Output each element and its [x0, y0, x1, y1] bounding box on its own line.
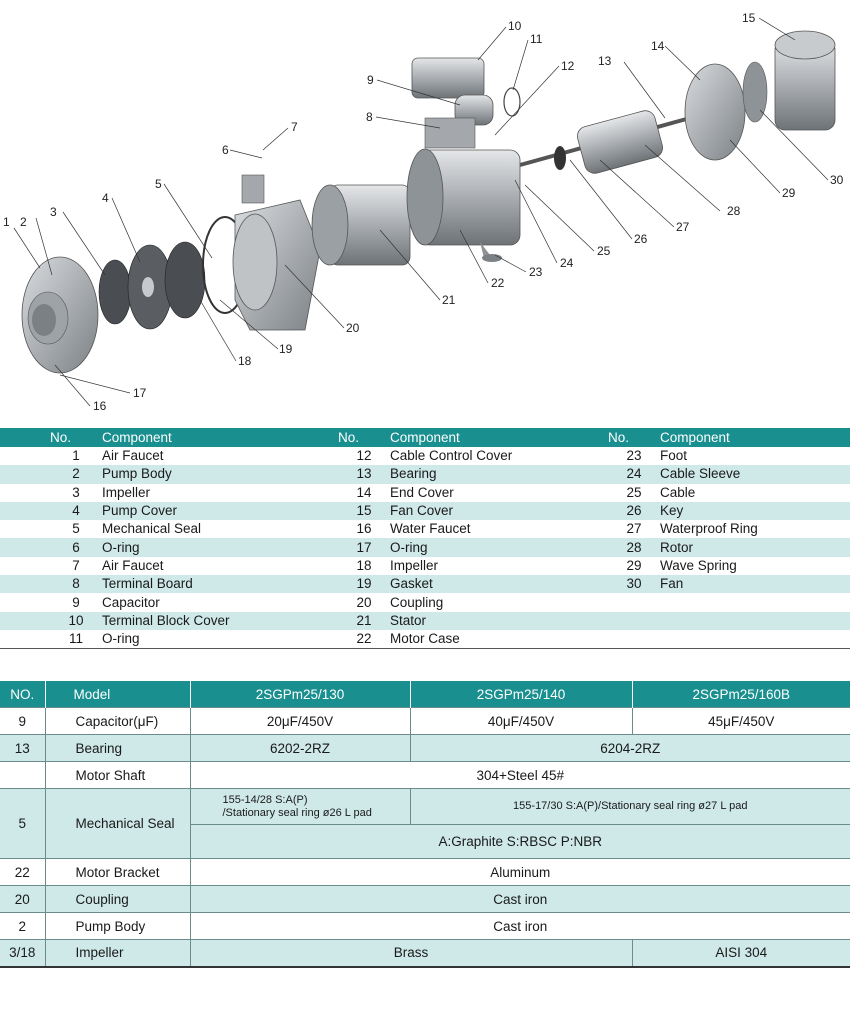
part-name: Impeller — [102, 484, 151, 500]
part-name: Pump Body — [102, 465, 338, 483]
part-number: 25 — [626, 484, 642, 500]
parts-row — [0, 465, 850, 483]
spec-no: 2 — [0, 913, 45, 940]
spec-no: 22 — [0, 859, 45, 886]
part-number: 18 — [356, 557, 372, 573]
callout-label: 24 — [560, 256, 574, 270]
spec-table — [0, 681, 850, 968]
callout-label: 29 — [782, 186, 796, 200]
part-number — [608, 630, 660, 649]
part-number: 8 — [50, 575, 102, 593]
parts-row — [0, 538, 850, 556]
spec-value: Cast iron — [190, 913, 850, 940]
column-header: 2SGPm25/160B — [632, 681, 850, 708]
callout-label: 22 — [491, 276, 505, 290]
part-name: Fan — [660, 575, 850, 593]
spec-value: 6204-2RZ — [410, 735, 850, 762]
callout-label: 5 — [155, 177, 162, 191]
part-name: Cable Control Cover — [390, 448, 513, 464]
callout-label: 10 — [508, 19, 522, 33]
part-number: 12 — [356, 448, 372, 464]
column-header: Component — [660, 428, 850, 447]
callout-label: 17 — [133, 386, 147, 400]
part-number — [608, 593, 660, 611]
part-number — [608, 612, 660, 630]
part-name: Gasket — [390, 575, 608, 593]
spec-row-pumpbody — [0, 913, 850, 940]
part-name: Pump Cover — [102, 502, 338, 520]
part-name: Capacitor — [102, 594, 160, 610]
callout-label: 19 — [279, 342, 293, 356]
parts-header-row — [0, 428, 850, 447]
part-name — [660, 612, 850, 630]
part-name: Air Faucet — [102, 448, 164, 464]
coupling-part — [233, 175, 320, 330]
parts-row — [0, 520, 850, 538]
part-name: Foot — [660, 448, 688, 464]
spec-value: AISI 304 — [632, 940, 850, 967]
part-number: 27 — [626, 521, 642, 537]
spec-item: Motor Shaft — [45, 762, 190, 789]
spec-value: 304+Steel 45# — [190, 762, 850, 789]
part-number: 17 — [338, 538, 390, 556]
spec-item: Impeller — [45, 940, 190, 967]
part-name: O-ring — [390, 538, 608, 556]
parts-row — [0, 502, 850, 520]
spec-row-seal — [0, 789, 850, 825]
part-name: Waterproof Ring — [660, 521, 758, 537]
part-number: 20 — [356, 594, 372, 610]
callout-label: 20 — [346, 321, 360, 335]
callout-label: 9 — [367, 73, 374, 87]
callout-label: 28 — [727, 204, 741, 218]
part-name: Air Faucet — [102, 557, 164, 573]
parts-list-table — [0, 428, 850, 649]
spec-row-bearing — [0, 735, 850, 762]
parts-row — [0, 612, 850, 630]
spec-no: 20 — [0, 886, 45, 913]
impeller-part — [99, 260, 131, 324]
part-number: 2 — [50, 465, 102, 483]
column-header: Component — [390, 428, 608, 447]
callout-label: 11 — [530, 32, 543, 46]
callout-label: 27 — [676, 220, 690, 234]
parts-row — [0, 593, 850, 611]
part-number: 28 — [608, 538, 660, 556]
part-number: 14 — [356, 484, 372, 500]
callout-label: 12 — [561, 59, 575, 73]
part-name: Impeller — [390, 557, 439, 573]
exploded-view-diagram — [0, 0, 850, 425]
part-number: 13 — [338, 465, 390, 483]
part-name: Stator — [390, 612, 608, 630]
part-name: Rotor — [660, 538, 850, 556]
callout-label: 26 — [634, 232, 648, 246]
callout-label: 1 — [3, 215, 10, 229]
callout-label: 21 — [442, 293, 456, 307]
part-name: Bearing — [390, 465, 608, 483]
parts-row — [0, 557, 850, 575]
part-number: 23 — [626, 448, 642, 464]
part-name: Mechanical Seal — [102, 521, 202, 537]
callout-label: 16 — [93, 399, 107, 413]
column-header: 2SGPm25/130 — [190, 681, 410, 708]
column-header: NO. — [0, 681, 45, 708]
callout-label: 2 — [20, 215, 27, 229]
part-number: 22 — [338, 630, 390, 649]
part-name: O-ring — [102, 538, 338, 556]
callout-label: 18 — [238, 354, 252, 368]
callout-label: 3 — [50, 205, 57, 219]
part-name: Coupling — [390, 594, 444, 610]
part-name: Terminal Board — [102, 575, 338, 593]
part-number: 29 — [626, 557, 642, 573]
column-header: Component — [102, 428, 338, 447]
part-number: 3 — [72, 484, 80, 500]
spec-item: Capacitor(μF) — [45, 708, 190, 735]
seal-spec-line: 155-14/28 S:A(P) — [222, 793, 308, 806]
callout-label: 15 — [742, 11, 756, 25]
seal-spec-line: /Stationary seal ring ø26 L pad — [222, 806, 372, 819]
part-name: End Cover — [390, 484, 454, 500]
spec-value: Brass — [190, 940, 632, 967]
spec-no: 3/18 — [0, 940, 45, 967]
callout-label: 13 — [598, 54, 612, 68]
impeller-disc-part — [165, 242, 205, 318]
spec-no — [0, 762, 45, 789]
spec-value: 155-17/30 S:A(P)/Stationary seal ring ø27 L pad — [410, 789, 850, 825]
parts-row — [0, 630, 850, 649]
part-name: Water Faucet — [390, 521, 471, 537]
spec-value — [190, 789, 410, 825]
callout-label: 25 — [597, 244, 611, 258]
part-name: Cable Sleeve — [660, 465, 850, 483]
parts-row — [0, 447, 850, 465]
part-number: 5 — [72, 521, 80, 537]
column-header: Model — [45, 681, 190, 708]
spec-item: Bearing — [45, 735, 190, 762]
callout-label: 7 — [291, 120, 298, 134]
fan-cover-part — [775, 31, 835, 130]
part-number: 10 — [50, 612, 102, 630]
part-name: Cable — [660, 484, 696, 500]
spec-value: Cast iron — [190, 886, 850, 913]
part-name — [660, 593, 850, 611]
spec-value: 40μF/450V — [410, 708, 632, 735]
part-name: Fan Cover — [390, 502, 608, 520]
part-name: Motor Case — [390, 630, 608, 649]
spec-row-bracket — [0, 859, 850, 886]
part-number: 16 — [356, 521, 372, 537]
callout-label: 30 — [830, 173, 844, 187]
callout-label: 8 — [366, 110, 373, 124]
spec-no: 5 — [0, 789, 45, 859]
spec-item: Coupling — [45, 886, 190, 913]
spec-value: 45μF/450V — [632, 708, 850, 735]
rotor-shaft-part — [520, 108, 690, 175]
end-cover-part — [685, 64, 745, 160]
seal-material-note: A:Graphite S:RBSC P:NBR — [190, 825, 850, 859]
spec-no: 13 — [0, 735, 45, 762]
part-number: 6 — [50, 538, 102, 556]
part-name: Key — [660, 502, 850, 520]
terminal-box-parts — [412, 58, 520, 148]
callout-label: 6 — [222, 143, 229, 157]
part-number: 9 — [72, 594, 80, 610]
part-number: 21 — [338, 612, 390, 630]
spec-item: Motor Bracket — [45, 859, 190, 886]
spec-value: 20μF/450V — [190, 708, 410, 735]
callout-label: 23 — [529, 265, 543, 279]
spec-value: 6202-2RZ — [190, 735, 410, 762]
part-number: 1 — [72, 448, 80, 464]
parts-row — [0, 575, 850, 593]
part-number: 24 — [608, 465, 660, 483]
spec-row-impeller — [0, 940, 850, 967]
pump-body-part — [22, 257, 98, 373]
part-number: 26 — [608, 502, 660, 520]
callout-label: 4 — [102, 191, 109, 205]
parts-row — [0, 484, 850, 502]
callout-label: 14 — [651, 39, 665, 53]
part-number: 30 — [608, 575, 660, 593]
part-number: 7 — [72, 557, 80, 573]
spec-no: 9 — [0, 708, 45, 735]
spec-row-capacitor — [0, 708, 850, 735]
spec-row-coupling — [0, 886, 850, 913]
column-header: No. — [338, 428, 390, 447]
part-number: 15 — [338, 502, 390, 520]
motor-case-part — [407, 149, 520, 262]
stator-part — [312, 185, 410, 265]
spec-item: Pump Body — [45, 913, 190, 940]
column-header: 2SGPm25/140 — [410, 681, 632, 708]
spec-row-shaft — [0, 762, 850, 789]
part-number: 19 — [338, 575, 390, 593]
part-number: 4 — [50, 502, 102, 520]
part-name: O-ring — [102, 630, 338, 649]
column-header: No. — [50, 428, 102, 447]
part-number: 11 — [50, 630, 102, 649]
spec-header-row — [0, 681, 850, 708]
part-name — [660, 630, 850, 649]
column-header: No. — [608, 428, 660, 447]
spec-value: Aluminum — [190, 859, 850, 886]
spec-item: Mechanical Seal — [45, 789, 190, 859]
part-name: Terminal Block Cover — [102, 612, 338, 630]
part-name: Wave Spring — [660, 557, 737, 573]
